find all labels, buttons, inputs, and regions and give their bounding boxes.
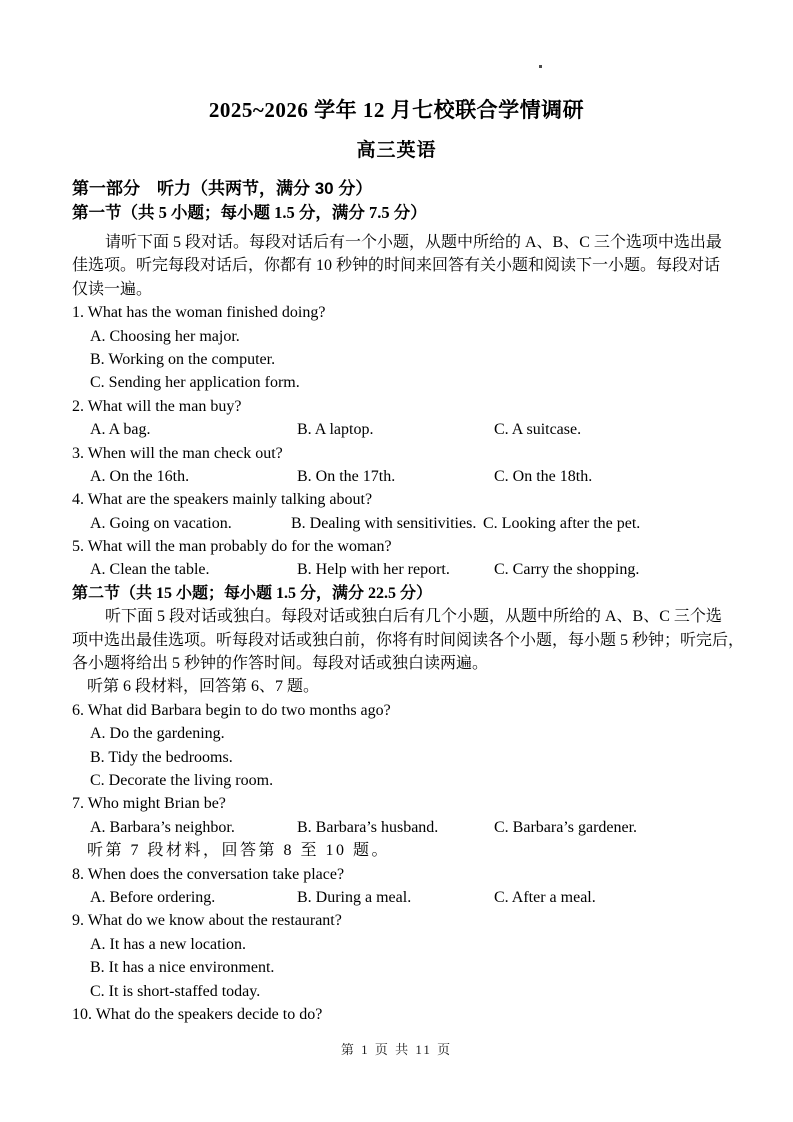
question-8-text: 8. When does the conversation take place? bbox=[72, 865, 345, 883]
question-3-text: 3. When will the man check out? bbox=[72, 444, 283, 462]
section1-heading: 第一节（共 5 小题；每小题 1.5 分，满分 7.5 分） bbox=[72, 203, 427, 222]
section2-instructions-line-2: 项中选出最佳选项。听每段对话或独白前，你将有时间阅读各个小题，每小题 5 秒钟；听完后， bbox=[72, 631, 745, 649]
section2-heading: 第二节（共 15 小题；每小题 1.5 分，满分 22.5 分） bbox=[72, 584, 433, 602]
question-4-option-b: B. Dealing with sensitivities. bbox=[291, 514, 477, 532]
exam-body bbox=[72, 231, 745, 1026]
question-5-option-c: C. Carry the shopping. bbox=[494, 561, 640, 579]
question-4-option-a: A. Going on vacation. bbox=[90, 514, 232, 532]
question-4-option-c: C. Looking after the pet. bbox=[483, 514, 641, 532]
question-2-option-a: A. A bag. bbox=[90, 421, 151, 439]
stray-mark bbox=[539, 65, 542, 68]
material-6-note: 听第 6 段材料，回答第 6、7 题。 bbox=[87, 678, 320, 696]
question-8-option-b: B. During a meal. bbox=[297, 888, 412, 906]
page-title: 2025~2026 学年 12 月七校联合学情调研 bbox=[208, 98, 585, 122]
material-7-note: 听第 7 段材料，回答第 8 至 10 题。 bbox=[87, 842, 391, 860]
question-9-option-a: A. It has a new location. bbox=[90, 935, 246, 953]
section2-instructions-line-1: 听下面 5 段对话或独白。每段对话或独白后有几个小题，从题中所给的 A、B、C 三个选 bbox=[105, 608, 722, 626]
question-5-option-b: B. Help with her report. bbox=[297, 561, 450, 579]
page-number-footer: 第 1 页 共 11 页 bbox=[340, 1042, 453, 1057]
question-9-option-b: B. It has a nice environment. bbox=[90, 959, 275, 977]
question-1-option-a: A. Choosing her major. bbox=[90, 327, 240, 345]
question-1-option-b: B. Working on the computer. bbox=[90, 350, 276, 368]
question-2-options bbox=[72, 418, 721, 441]
section1-instructions-line-2: 佳选项。听完每段对话后，你都有 10 秒钟的时间来回答有关小题和阅读下一小题。每段对话 bbox=[72, 257, 721, 275]
question-9-text: 9. What do we know about the restaurant? bbox=[72, 912, 342, 930]
question-8-option-a: A. Before ordering. bbox=[90, 888, 216, 906]
question-3-options bbox=[72, 465, 721, 488]
part1-heading: 第一部分 听力（共两节，满分 30 分） bbox=[72, 179, 373, 198]
question-7-option-c: C. Barbara’s gardener. bbox=[494, 818, 638, 836]
section1-instructions-line-3: 仅读一遍。 bbox=[72, 280, 153, 298]
question-2-option-b: B. A laptop. bbox=[297, 421, 374, 439]
question-1-text: 1. What has the woman finished doing? bbox=[72, 304, 326, 322]
question-8-option-c: C. After a meal. bbox=[494, 888, 596, 906]
question-4-text: 4. What are the speakers mainly talking about? bbox=[72, 491, 373, 509]
question-5-text: 5. What will the man probably do for the woman? bbox=[72, 538, 392, 556]
question-3-option-b: B. On the 17th. bbox=[297, 467, 396, 485]
question-4-options bbox=[72, 512, 721, 535]
question-7-options bbox=[72, 816, 721, 839]
question-6-option-b: B. Tidy the bedrooms. bbox=[90, 748, 233, 766]
question-2-text: 2. What will the man buy? bbox=[72, 397, 242, 415]
question-5-option-a: A. Clean the table. bbox=[90, 561, 210, 579]
question-7-option-a: A. Barbara’s neighbor. bbox=[90, 818, 235, 836]
question-8-options bbox=[72, 886, 721, 909]
question-5-options bbox=[72, 558, 721, 581]
question-7-option-b: B. Barbara’s husband. bbox=[297, 818, 439, 836]
question-3-option-a: A. On the 16th. bbox=[90, 467, 190, 485]
question-7-text: 7. Who might Brian be? bbox=[72, 795, 226, 813]
question-3-option-c: C. On the 18th. bbox=[494, 467, 593, 485]
page-subtitle: 高三英语 bbox=[356, 140, 437, 161]
section1-instructions-line-1: 请听下面 5 段对话。每段对话后有一个小题，从题中所给的 A、B、C 三个选项中选出最 bbox=[105, 234, 722, 251]
question-2-option-c: C. A suitcase. bbox=[494, 421, 582, 439]
question-6-text: 6. What did Barbara begin to do two months ago? bbox=[72, 701, 391, 719]
question-6-option-a: A. Do the gardening. bbox=[90, 725, 225, 743]
question-9-option-c: C. It is short-staffed today. bbox=[90, 982, 261, 1000]
question-10-text: 10. What do the speakers decide to do? bbox=[72, 1005, 323, 1023]
question-6-option-c: C. Decorate the living room. bbox=[90, 771, 274, 789]
section2-instructions-line-3: 各小题将给出 5 秒钟的作答时间。每段对话或独白读两遍。 bbox=[72, 655, 489, 673]
question-1-option-c: C. Sending her application form. bbox=[90, 374, 300, 392]
